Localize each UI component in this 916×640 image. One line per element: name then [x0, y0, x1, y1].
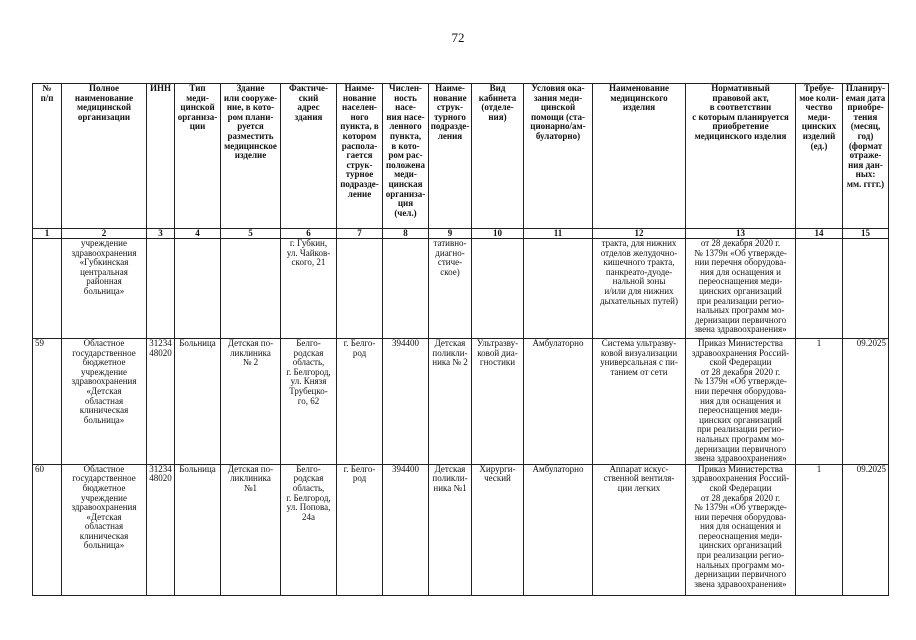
table-cell	[337, 239, 383, 339]
locality-cell: г. Белго- род	[337, 464, 383, 595]
org-type-cell: Больница	[175, 464, 221, 595]
conditions-cell: Амбулаторно	[524, 339, 593, 465]
header-cell: Фактиче- ский адрес здания	[281, 84, 337, 229]
column-number: 5	[221, 229, 281, 239]
page-number: 72	[451, 30, 465, 45]
date-cell: 09.2025	[843, 339, 889, 465]
table-cell	[472, 239, 524, 339]
column-number: 9	[429, 229, 472, 239]
header-cell: ИНН	[147, 84, 175, 229]
table-row	[33, 464, 889, 595]
population-cell: 394400	[383, 464, 429, 595]
address-cell: Белго- родская область, г. Белгород, ул. Попова, 24а	[281, 464, 337, 595]
quantity-cell: 1	[796, 464, 843, 595]
header-cell: Тип меди- цинской организа- ции	[175, 84, 221, 229]
header-cell: Полное наименование медицинской организации	[62, 84, 147, 229]
table-cell	[175, 239, 221, 339]
header-cell: Здание или сооруже- ние, в кото- ром плани- руется разместить медицинское изделие	[221, 84, 281, 229]
cabinet-cell: Хирурги- ческий	[472, 464, 524, 595]
address-cell: Белго- родская область, г. Белгород, ул. Князя Трубецко- го, 62	[281, 339, 337, 465]
table-cell	[383, 239, 429, 339]
row-number-cell: 59	[33, 339, 62, 465]
header-cell: Наиме- нование струк- турного подразде- ления	[429, 84, 472, 229]
column-number: 6	[281, 229, 337, 239]
building-cell: Детская по- ликлиника №1	[221, 464, 281, 595]
org-type-cell: Больница	[175, 339, 221, 465]
column-number: 7	[337, 229, 383, 239]
org-name-cell: Областное государственное бюджетное учреждение здравоохранения «Детская областная клиническая больница»	[62, 464, 147, 595]
act-cell: Приказ Министерства здравоохранения Россий- ской Федерации от 28 декабря 2020 г. № 1379н «Об утвержде- нии перечня оборудова- ния для оснащения и переоснащения меди- цинских организаций при реализации регио- нальных программ мо- дернизации первичного звена здравоохранения»	[686, 464, 796, 595]
date-cell: 09.2025	[843, 464, 889, 595]
table-cell	[796, 239, 843, 339]
conditions-cell: Амбулаторно	[524, 464, 593, 595]
header-cell: Наименование медицинского изделия	[593, 84, 686, 229]
column-number: 13	[686, 229, 796, 239]
header-cell: Требуе- мое коли- чество меди- цинских изделий (ед.)	[796, 84, 843, 229]
column-number: 2	[62, 229, 147, 239]
header-cell: Числен- ность насе- ния насе- ленного пункта, в кото- ром рас- положена меди- цинская организа- ция (чел.)	[383, 84, 429, 229]
column-number: 15	[843, 229, 889, 239]
column-number: 10	[472, 229, 524, 239]
header-cell: Планиру- емая дата приобре- тения (месяц, год) (формат отраже- ния дан- ных: мм. гггг.)	[843, 84, 889, 229]
column-number: 12	[593, 229, 686, 239]
org-name-cell: учреждение здравоохранения «Губкинская центральная районная больница»	[62, 239, 147, 339]
locality-cell: г. Белго- род	[337, 339, 383, 465]
header-cell: Наиме- нование населен- ного пункта, в котором распола- гается струк- турное подразде- ление	[337, 84, 383, 229]
inn-cell: 31234 48020	[147, 339, 175, 465]
subdivision-cell: Детская поликли- ника №1	[429, 464, 472, 595]
device-cell: Аппарат искус- ственной вентиля- ции легких	[593, 464, 686, 595]
row-number-cell: 60	[33, 464, 62, 595]
population-cell: 394400	[383, 339, 429, 465]
column-number: 4	[175, 229, 221, 239]
table-cell	[843, 239, 889, 339]
column-number: 1	[33, 229, 62, 239]
subdivision-cell: Детская поликли- ника № 2	[429, 339, 472, 465]
address-cell: г. Губкин, ул. Чайков- ского, 21	[281, 239, 337, 339]
column-number-row	[33, 229, 889, 239]
header-row	[33, 84, 889, 229]
cabinet-cell: Ультразву- ковой диа- гностики	[472, 339, 524, 465]
table-cell	[221, 239, 281, 339]
table-cell	[147, 239, 175, 339]
column-number: 11	[524, 229, 593, 239]
header-cell: № п/п	[33, 84, 62, 229]
act-cell: от 28 декабря 2020 г. № 1379н «Об утвержде- нии перечня оборудова- ния для оснащения и переоснащения меди- цинских организаций при реализации регио- нальных программ мо- дернизации первичного звена здравоохранения»	[686, 239, 796, 339]
table-row	[33, 339, 889, 465]
header-cell: Нормативный правовой акт, в соответствии с которым планируется приобретение медицинского изделия	[686, 84, 796, 229]
device-cell: Система ультразву- ковой визуализации универсальная с пи- танием от сети	[593, 339, 686, 465]
quantity-cell: 1	[796, 339, 843, 465]
column-number: 14	[796, 229, 843, 239]
header-cell: Условия ока- зания меди- цинской помощи (ста- ционарно/ам- булаторно)	[524, 84, 593, 229]
table-row-continuation	[33, 239, 889, 339]
subdivision-cell: тативно- диагно- стиче- ское)	[429, 239, 472, 339]
column-number: 8	[383, 229, 429, 239]
equipment-table	[32, 83, 889, 596]
device-cell: тракта, для нижних отделов желудочно- кишечного тракта, панкреато-дуоде- нальной зоны и/или для нижних дыхательных путей)	[593, 239, 686, 339]
inn-cell: 31234 48020	[147, 464, 175, 595]
act-cell: Приказ Министерства здравоохранения Россий- ской Федерации от 28 декабря 2020 г. № 1379н «Об утвержде- нии перечня оборудова- ния для оснащения и переоснащения меди- цинских организаций при реализации регио- нальных программ мо- дернизации первичного звена здравоохранения»	[686, 339, 796, 465]
table-cell	[524, 239, 593, 339]
org-name-cell: Областное государственное бюджетное учреждение здравоохранения «Детская областная клиническая больница»	[62, 339, 147, 465]
column-number: 3	[147, 229, 175, 239]
building-cell: Детская по- ликлиника № 2	[221, 339, 281, 465]
header-cell: Вид кабинета (отделе- ния)	[472, 84, 524, 229]
table-cell	[33, 239, 62, 339]
